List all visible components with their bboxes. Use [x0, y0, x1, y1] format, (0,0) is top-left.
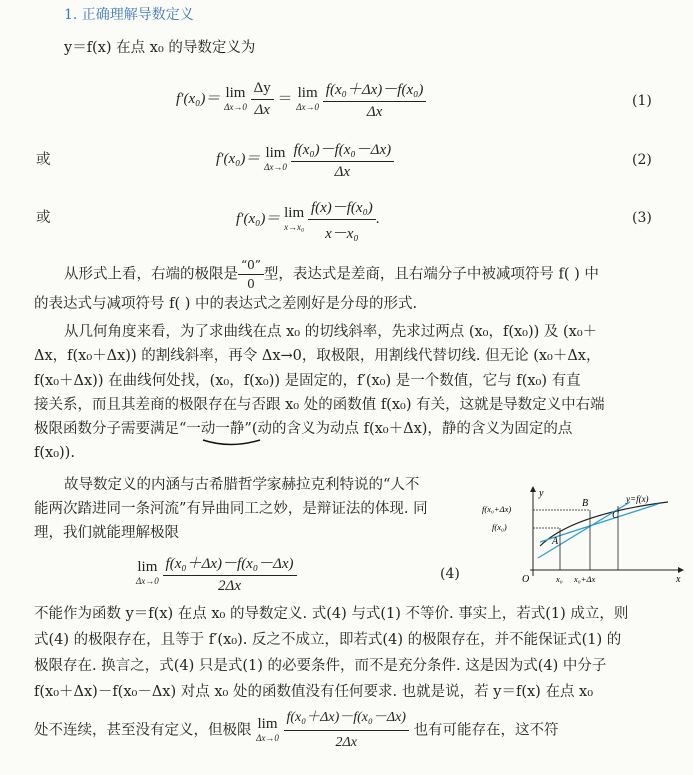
eq1-num: f(x₀＋Δx)－f(x₀) — [323, 78, 427, 102]
eq2-number: (2) — [632, 152, 652, 168]
eq4-limit — [136, 560, 159, 588]
eq3-prefix: 或 — [36, 210, 51, 226]
eq1-lim-word-2: lim — [297, 84, 318, 101]
eq3-lhs: f′(x₀)＝ — [236, 210, 281, 227]
para2-line: 极限函数分子需要满足“一动一静”(动的含义为动点 f(x₀＋Δx)，静的含义为固定的点 — [34, 421, 573, 437]
point-a-label: A — [552, 536, 559, 547]
eq3-limit — [284, 206, 304, 234]
para2-line: Δx，f(x₀＋Δx)) 的割线斜率，再令 Δx→0，取极限，用割线代替切线. 但无论 (x₀＋Δx， — [34, 348, 601, 364]
last-line-a: 处不连续，甚至没有定义，但极限 — [34, 722, 252, 739]
eq2-lhs: f′(x₀)＝ — [216, 150, 261, 167]
para3-line: 故导数定义的内涵与古希腊哲学家赫拉克利特说的“人不 — [64, 477, 420, 493]
para2-line: 接关系，而且其差商的极限存在与否跟 x₀ 处的函数值 f(x₀) 有关，这就是导数定义中右端 — [34, 397, 605, 413]
ytick-top: f(x₀+Δx) — [482, 504, 512, 514]
para2-line: f(x₀)). — [34, 445, 75, 461]
intro-line: y＝f(x) 在点 x₀ 的导数定义为 — [64, 40, 256, 56]
eq1-mid-num: Δy — [251, 80, 274, 100]
last-line — [34, 708, 559, 753]
eq4-number: (4) — [440, 566, 460, 582]
eq3-lim-word: lim — [284, 204, 305, 221]
equation-2 — [216, 138, 394, 181]
section-title: 1. 正确理解导数定义 — [64, 7, 194, 23]
xtick-x0: x₀ — [556, 574, 563, 584]
eq1-limit-sub: Δx→0 — [224, 101, 247, 112]
y-axis-label: y — [539, 488, 544, 499]
para1-frac-num: “0” — [238, 258, 264, 275]
para2-line: 从几何角度来看，为了求曲线在点 x₀ 的切线斜率，先求过两点 (x₀，f(x₀)) 及 (x₀＋ — [64, 324, 598, 340]
eq4-lim-word: lim — [137, 558, 158, 575]
para1-frac — [238, 258, 264, 291]
xtick-x0-dx: x₀+Δx — [574, 574, 596, 584]
eq1-frac — [323, 78, 427, 121]
eq2-frac — [291, 138, 395, 181]
x-axis-label: x — [676, 574, 681, 584]
para1-frac-den: 0 — [247, 277, 255, 291]
para1-line2: 的表达式与减项符号 f( ) 中的表达式之差刚好是分母的形式. — [34, 296, 418, 312]
point-c-label: C — [612, 510, 619, 521]
eq3-number: (3) — [632, 210, 652, 226]
eq1-lim-word: lim — [225, 84, 246, 101]
last-frac — [284, 708, 409, 753]
origin-label: O — [522, 574, 530, 584]
last-lim-word: lim — [257, 715, 278, 732]
eq1-number: (1) — [632, 93, 652, 109]
para4-line: 极限存在. 换言之，式(4) 只是式(1) 的必要条件，而不是充分条件. 这是因为式(4) 中分子 — [34, 658, 607, 674]
eq2-lim-word: lim — [265, 144, 286, 161]
equation-4 — [136, 552, 297, 595]
x-axis-arrow — [678, 567, 684, 573]
eq4-limit-sub: Δx→0 — [136, 575, 159, 586]
eq1-lhs: f′(x₀)＝ — [176, 90, 221, 107]
para2-line: f(x₀＋Δx)) 在曲线何处找，(x₀，f(x₀)) 是固定的，f′(x₀) 是一个数值，它与 f(x₀) 有直 — [34, 373, 581, 389]
last-line-b: 也有可能存在，这不符 — [413, 722, 559, 739]
eq3-period: . — [375, 210, 380, 227]
y-axis-arrow — [530, 486, 536, 492]
handwritten-underline — [200, 436, 264, 448]
eq3-num: f(x)－f(x₀) — [308, 196, 376, 220]
curve — [540, 502, 668, 546]
eq1-eq-sign: ＝ — [277, 90, 293, 107]
eq2-num: f(x₀)－f(x₀－Δx) — [291, 138, 395, 162]
para1-line1 — [64, 258, 599, 291]
eq3-limit-sub: x→x₀ — [284, 221, 305, 232]
eq2-den: Δx — [334, 164, 351, 180]
eq3-den: x－x₀ — [325, 226, 359, 242]
para4-line: 不能作为函数 y＝f(x) 在点 x₀ 的导数定义. 式(4) 与式(1) 不等价. 事实上，若式(1) 成立，则 — [34, 606, 629, 622]
eq1-limit — [224, 86, 247, 114]
last-den: 2Δx — [335, 735, 357, 750]
eq2-limit — [264, 146, 287, 174]
curve-label: y=f(x) — [626, 494, 649, 504]
ytick-low: f(x₀) — [492, 522, 507, 532]
para3-line: 能两次踏进同一条河流”有异曲同工之妙，是辩证法的体现. 同 — [34, 501, 428, 517]
eq1-limit-2 — [296, 86, 319, 114]
eq1-limit-sub-2: Δx→0 — [296, 101, 320, 112]
last-limit-sub: Δx→0 — [256, 732, 279, 743]
para1-a: 从形式上看，右端的极限是 — [64, 266, 238, 283]
point-b-label: B — [582, 498, 589, 509]
para3-line: 理，我们就能理解极限 — [34, 525, 179, 541]
eq1-den: Δx — [366, 104, 383, 120]
equation-3 — [236, 196, 380, 243]
para4-line: f(x₀＋Δx)－f(x₀－Δx) 对点 x₀ 处的函数值没有任何要求. 也就是说，若 y＝f(x) 在点 x₀ — [34, 684, 594, 700]
eq4-num: f(x₀＋Δx)－f(x₀－Δx) — [163, 552, 297, 576]
para4-line: 式(4) 的极限存在，且等于 f′(x₀). 反之不成立，即若式(4) 的极限存在，并不能保证式(1) 的 — [34, 632, 622, 648]
last-limit — [256, 717, 279, 745]
equation-1 — [176, 78, 426, 121]
eq1-mid-frac — [251, 80, 274, 119]
eq2-prefix: 或 — [36, 152, 51, 168]
para1-b: 型，表达式是差商，且右端分子中被减项符号 f( ) 中 — [263, 266, 599, 283]
secant-figure — [478, 484, 684, 584]
eq4-den: 2Δx — [218, 578, 241, 594]
eq4-frac — [163, 552, 297, 595]
eq1-mid-den: Δx — [254, 102, 270, 118]
eq3-frac — [308, 196, 376, 243]
last-num: f(x₀＋Δx)－f(x₀－Δx) — [284, 708, 409, 731]
eq2-limit-sub: Δx→0 — [264, 161, 287, 172]
